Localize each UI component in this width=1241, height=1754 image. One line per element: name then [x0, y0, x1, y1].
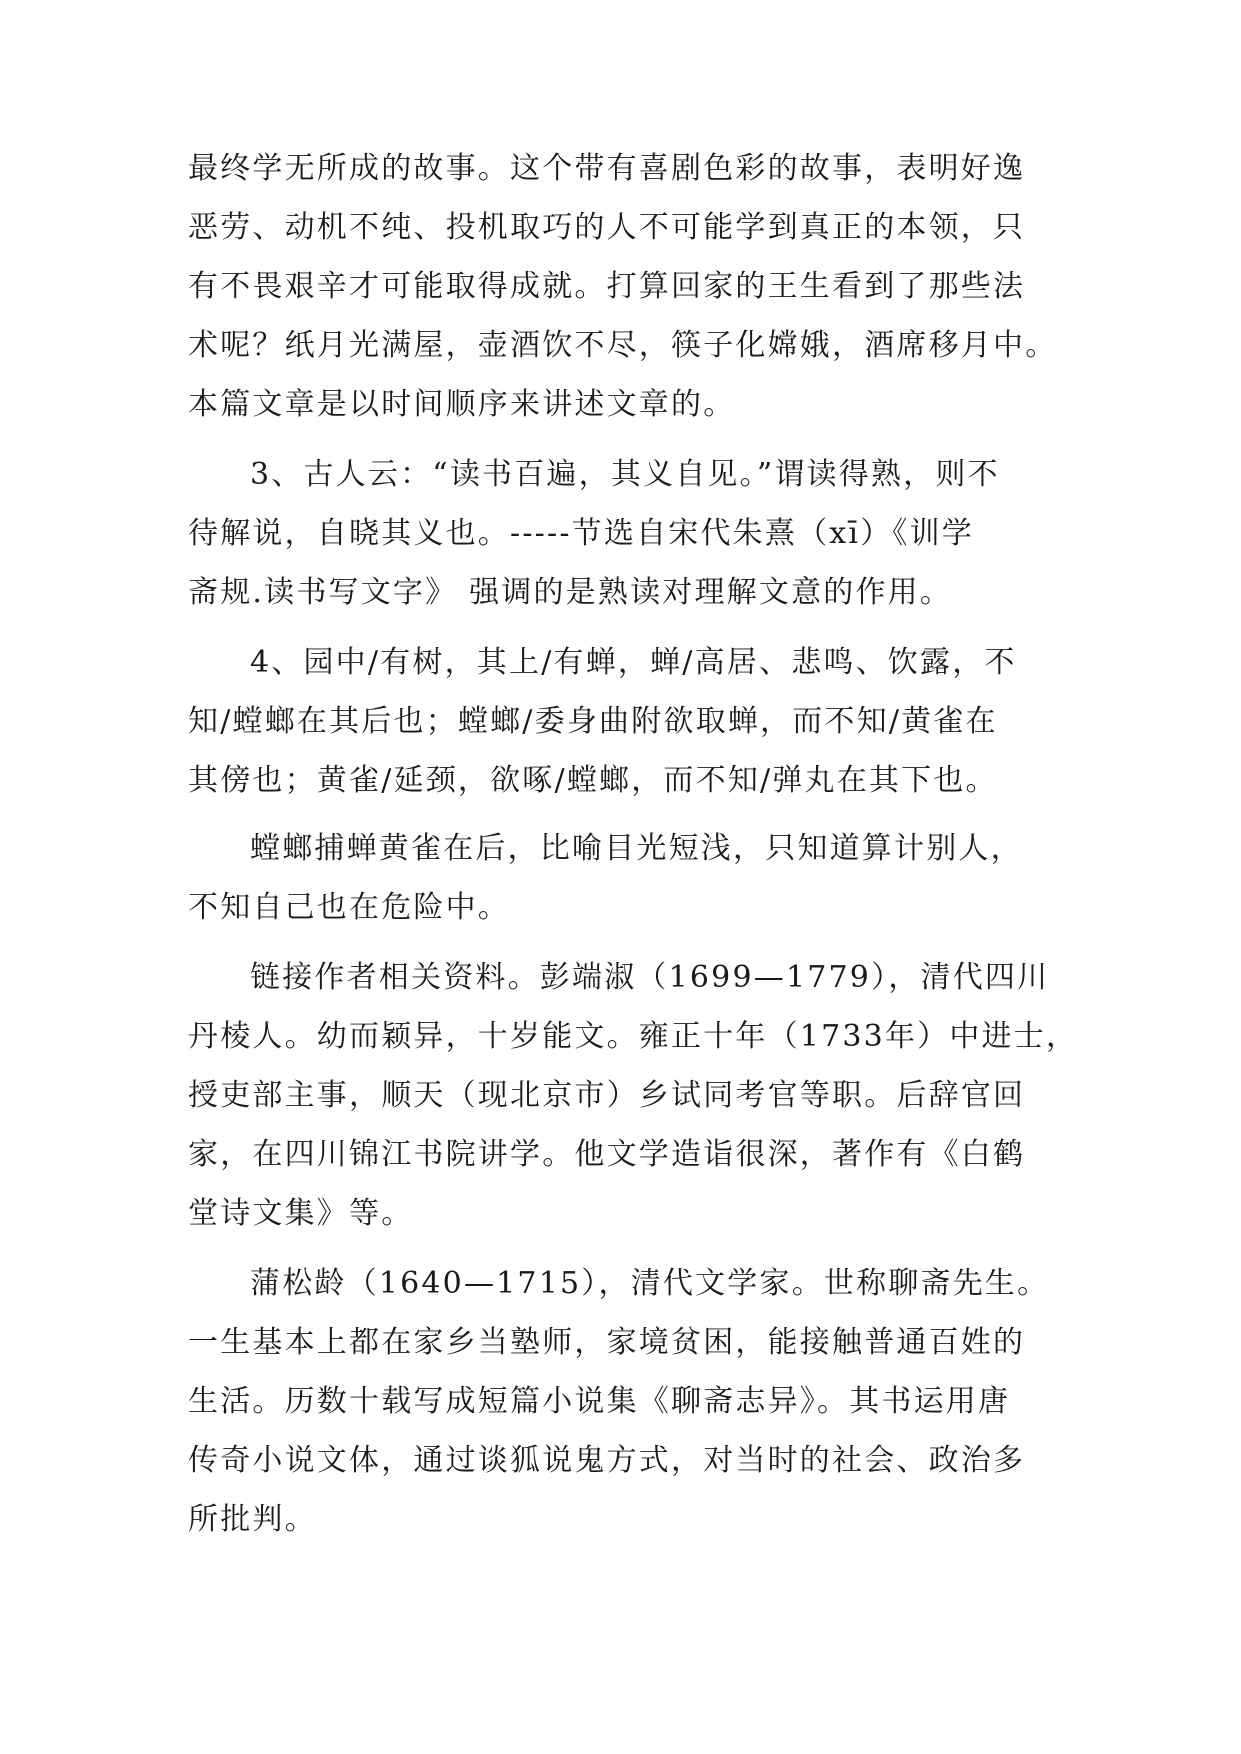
text-line: 丹棱人。幼而颖异，十岁能文。雍正十年（1733年）中进士，: [188, 1019, 1079, 1054]
text-line: 知/螳螂在其后也；螳螂/委身曲附欲取蝉，而不知/黄雀在: [188, 704, 998, 739]
text-line: 链接作者相关资料。彭端淑（1699—1779），清代四川: [250, 960, 1050, 995]
text-line: 一生基本上都在家乡当塾师，家境贫困，能接触普通百姓的: [188, 1325, 1026, 1360]
text-line: 待解说，自晓其义也。-----节选自宋代朱熹（xī）《训学: [188, 516, 974, 551]
text-line: 有不畏艰辛才可能取得成就。打算回家的王生看到了那些法: [188, 269, 1026, 304]
text-line: 4、园中/有树，其上/有蝉，蝉/高居、悲鸣、饮露，不: [250, 645, 1017, 680]
text-line: 不知自己也在危险中。: [188, 890, 510, 925]
text-line: 家，在四川锦江书院讲学。他文学造诣很深，著作有《白鹤: [188, 1137, 1026, 1172]
text-line: 授吏部主事，顺天（现北京市）乡试同考官等职。后辞官回: [188, 1078, 1026, 1113]
text-line: 术呢？纸月光满屋，壶酒饮不尽，筷子化嫦娥，酒席移月中。: [188, 328, 1058, 363]
text-line: 斋规.读书写文字》 强调的是熟读对理解文意的作用。: [188, 575, 953, 610]
text-line: 螳螂捕蝉黄雀在后，比喻目光短浅，只知道算计别人，: [250, 831, 1023, 866]
text-line: 蒲松龄（1640—1715），清代文学家。世称聊斋先生。: [250, 1266, 1050, 1301]
text-line: 生活。历数十载写成短篇小说集《聊斋志异》。其书运用唐: [188, 1384, 1011, 1419]
text-line: 其傍也；黄雀/延颈，欲啄/螳螂，而不知/弹丸在其下也。: [188, 763, 998, 798]
text-line: 3、古人云：“读书百遍，其义自见。”谓读得熟，则不: [250, 457, 1000, 492]
text-line: 所批判。: [188, 1502, 317, 1537]
text-line: 本篇文章是以时间顺序来讲述文章的。: [188, 387, 736, 422]
text-line: 最终学无所成的故事。这个带有喜剧色彩的故事，表明好逸: [188, 151, 1026, 186]
text-line: 恶劳、动机不纯、投机取巧的人不可能学到真正的本领，只: [188, 210, 1026, 245]
text-line: 传奇小说文体，通过谈狐说鬼方式，对当时的社会、政治多: [188, 1443, 1026, 1478]
text-line: 堂诗文集》等。: [188, 1196, 414, 1231]
